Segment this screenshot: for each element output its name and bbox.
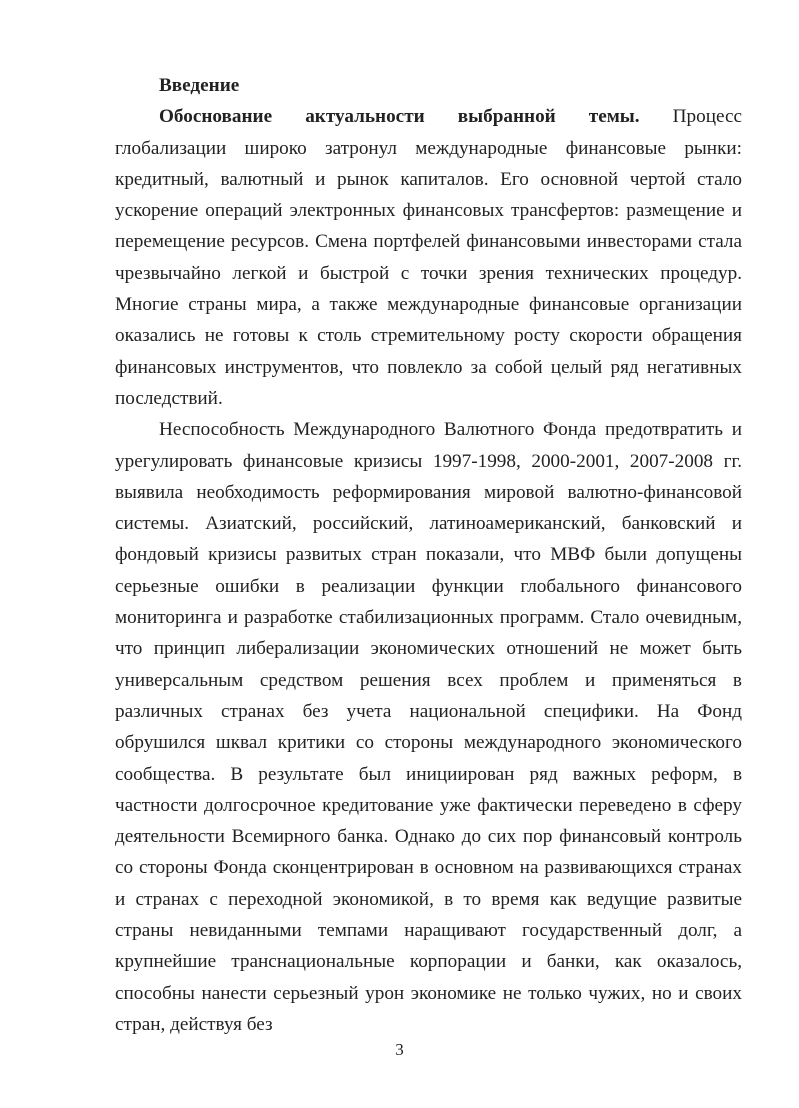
paragraph-text: Процесс глобализации широко затронул международные финансовые рынки: кредитный, валютный и рынок капиталов. Его основной чертой стало ускорение операций электронных финансовых трансфертов: размещение и перемещение ресурсов. Смена портфелей финансовыми инвесторами стала чрезвычайно легкой и быстрой с точки зрения технических процедур. Многие страны мира, а также международные финансовые организации оказались не готовы к столь стремительному росту скорости обращения финансовых инструментов, что повлекло за собой целый ряд негативных последствий.	[115, 106, 742, 409]
page-number: 3	[395, 1040, 404, 1059]
paragraph-relevance	[115, 101, 742, 414]
body-text	[115, 70, 742, 1040]
paragraph-imf: Неспособность Международного Валютного Фонда предотвратить и урегулировать финансовые кризисы 1997-1998, 2000-2001, 2007-2008 гг. выявила необходимость реформирования мировой валютно-финансовой системы. Азиатский, российский, латиноамериканский, банковский и фондовый кризисы развитых стран показали, что МВФ были допущены серьезные ошибки в реализации функции глобального финансового мониторинга и разработке стабилизационных программ. Стало очевидным, что принцип либерализации экономических отношений не может быть универсальным средством решения всех проблем и применяться в различных странах без учета национальной специфики. На Фонд обрушился шквал критики со стороны международного экономического сообщества. В результате был инициирован ряд важных реформ, в частности долгосрочное кредитование уже фактически переведено в сферу деятельности Всемирного банка. Однако до сих пор финансовый контроль со стороны Фонда сконцентрирован в основном на развивающихся странах и странах с переходной экономикой, в то время как ведущие развитые страны невиданными темпами наращивают государственный долг, а крупнейшие транснациональные корпорации и банки, как оказалось, способны нанести серьезный урон экономике не только чужих, но и своих стран, действуя без	[115, 419, 742, 1035]
paragraph-lead: Обоснование актуальности выбранной темы.	[159, 106, 640, 128]
section-heading: Введение	[159, 75, 240, 96]
